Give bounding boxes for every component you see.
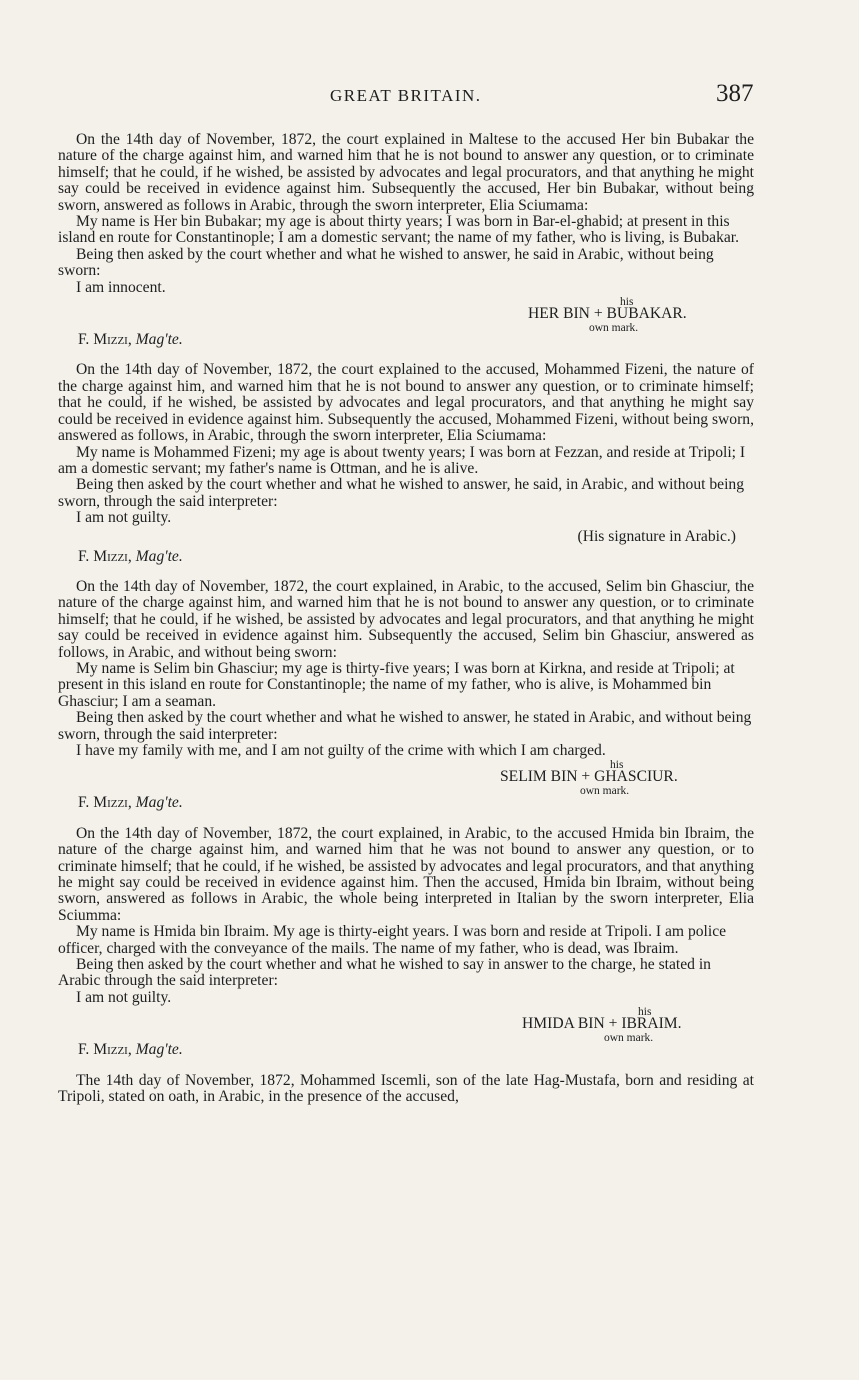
court-question: Being then asked by the court whether and what he wished to say in answer to the charge, he stated in Arabic through the said interpreter:: [58, 956, 711, 990]
signature-his-label: his: [638, 1006, 652, 1019]
signature-in-arabic-note: (His signature in Arabic.): [577, 527, 736, 545]
signature-block: [58, 527, 754, 549]
accused-answer: I am not guilty.: [76, 509, 172, 527]
magistrate-signature: [58, 332, 754, 348]
court-explanation-paragraph: On the 14th day of November, 1872, the court explained, in Arabic, to the accused, Selim bin Ghasciur, the nature of the charge against him, and warned him that he is not bound to answer any question, or to criminate himself; that he could, if he wished, be assisted by advocates and legal procurators, and that anything he might say could be received in evidence against him. Subsequently the accused, Selim bin Ghasciur, answered as follows, in Arabic, and without being sworn:: [58, 577, 754, 661]
deposition-hmida-bin-ibraim: [58, 826, 754, 1059]
signature-name: HER BIN + BUBAKAR.: [528, 305, 687, 323]
magistrate-signature: [58, 795, 754, 811]
court-explanation-paragraph: On the 14th day of November, 1872, the court explained in Maltese to the accused Her bin Bubakar the nature of the charge against him, and warned him that he is not bound to answer any question, or to criminate himself; that he could, if he wished, be assisted by advocates and legal procurators, and that anything he might say could be received in evidence against him. Subsequently the accused, Her bin Bubakar, without being sworn, answered as follows in Arabic, through the sworn interpreter, Elia Sciumama:: [58, 131, 754, 214]
signature-his-label: his: [620, 296, 634, 309]
magistrate-title: Mag'te.: [135, 1041, 183, 1059]
accused-answer: I have my family with me, and I am not guilty of the crime with which I am charged.: [76, 742, 606, 759]
signature-own-mark: own mark.: [589, 322, 639, 335]
magistrate-name: F. Mizzi,: [78, 331, 132, 349]
magistrate-name: F. Mizzi,: [78, 1041, 132, 1059]
signature-name: SELIM BIN + GHASCIUR.: [500, 768, 678, 786]
page-number: 387: [716, 80, 754, 107]
running-header-title: GREAT BRITAIN.: [330, 86, 482, 105]
magistrate-signature: [58, 549, 754, 565]
signature-own-mark: own mark.: [580, 785, 630, 798]
magistrate-name: F. Mizzi,: [78, 547, 132, 565]
court-question: Being then asked by the court whether and what he wished to answer, he said, in Arabic, and without being sworn, through the said interpreter:: [58, 476, 745, 510]
deposition-her-bin-bubakar: [58, 132, 754, 348]
magistrate-signature: [58, 1042, 754, 1058]
signature-mark-block: [58, 296, 754, 335]
court-explanation-paragraph: On the 14th day of November, 1872, the court explained to the accused, Mohammed Fizeni, the nature of the charge against him, and warned him that he is not bound to answer any question, or to criminate himself; that he could, if he wished, be assisted by advocates and legal procurators, and that anything he might say could be received in evidence against him. Subsequently the accused, Mohammed Fizeni, without being sworn, answered as follows, in Arabic, through the sworn interpreter, Elia Sciumama:: [58, 361, 754, 445]
final-paragraph: The 14th day of November, 1872, Mohammed Iscemli, son of the late Hag-Mustafa, born and residing at Tripoli, stated on oath, in Arabic, in the presence of the accused,: [58, 1071, 754, 1106]
signature-his-label: his: [610, 759, 624, 772]
magistrate-title: Mag'te.: [135, 547, 183, 565]
accused-statement: My name is Selim bin Ghasciur; my age is thirty-five years; I was born at Kirkna, and reside at Tripoli; at present in this island en route for Constantinople; the name of my father, who is alive, is Mohammed bin Ghasciur; I am a seaman.: [58, 659, 735, 710]
accused-answer: I am innocent.: [76, 278, 166, 296]
deposition-selim-bin-ghasciur: [58, 579, 754, 812]
accused-statement: My name is Her bin Bubakar; my age is about thirty years; I was born in Bar-el-ghabid; at present in this island en route for Constantinople; I am a domestic servant; the name of my father, who is living, is Bubakar.: [58, 213, 740, 247]
signature-mark-block: [58, 759, 754, 798]
court-question: Being then asked by the court whether and what he wished to answer, he said in Arabic, without being sworn:: [58, 245, 714, 280]
court-explanation-paragraph: On the 14th day of November, 1872, the court explained, in Arabic, to the accused Hmida bin Ibraim, the nature of the charge against him, and warned him that he was not bound to answer any question, or to criminate himself; that he could, if he wished, be assisted by advocates and legal procurators, and that anything he might say could be received in evidence against him. Then the accused, Hmida bin Ibraim, without being sworn, answered as follows in Arabic, the whole being interpreted in Italian by the sworn interpreter, Elia Sciumma:: [58, 824, 754, 924]
magistrate-title: Mag'te.: [135, 794, 183, 812]
deposition-mohammed-fizeni: [58, 362, 754, 564]
accused-answer: I am not guilty.: [76, 988, 172, 1006]
court-question: Being then asked by the court whether and what he wished to answer, he stated in Arabic, and without being sworn, through the said interpreter:: [58, 709, 752, 743]
signature-own-mark: own mark.: [604, 1032, 654, 1045]
signature-name: HMIDA BIN + IBRAIM.: [522, 1015, 682, 1033]
magistrate-title: Mag'te.: [135, 331, 183, 349]
signature-mark-block: [58, 1006, 754, 1045]
document-body: [58, 132, 754, 1106]
magistrate-name: F. Mizzi,: [78, 794, 132, 812]
accused-statement: My name is Mohammed Fizeni; my age is about twenty years; I was born at Fezzan, and reside at Tripoli; I am a domestic servant; my father's name is Ottman, and he is alive.: [58, 443, 746, 477]
accused-statement: My name is Hmida bin Ibraim. My age is thirty-eight years. I was born and reside at Tripoli. I am police officer, charged with the conveyance of the mails. The name of my father, who is dead, was Ibraim.: [58, 923, 727, 957]
